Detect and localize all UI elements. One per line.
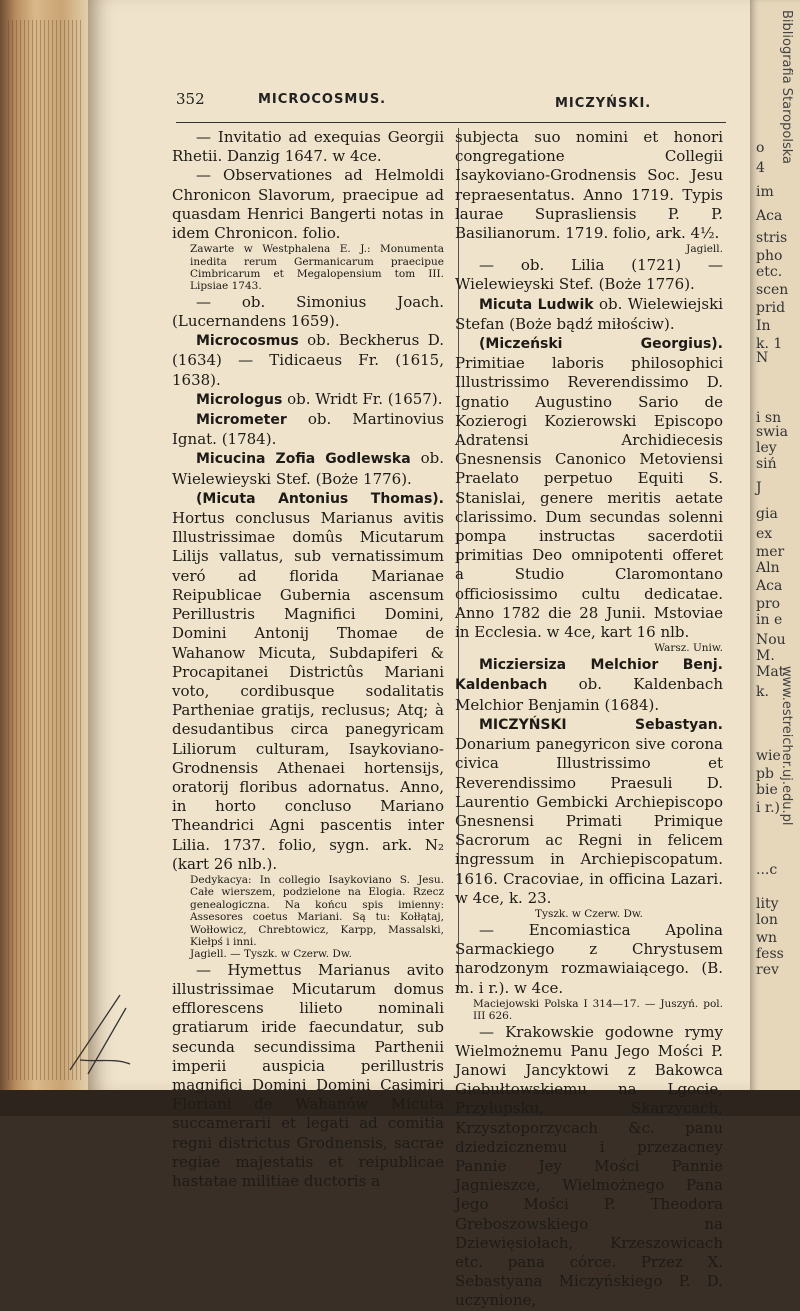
entry-heading: Micziersiza Melchior Benj. Kaldenbach bbox=[455, 657, 723, 694]
next-page-fragment: pho bbox=[756, 248, 783, 264]
header-rule bbox=[176, 122, 726, 123]
bibliographic-note bbox=[190, 874, 444, 948]
next-page-fragment: J bbox=[756, 480, 762, 496]
watermark-site: Bibliografia Staropolska bbox=[779, 10, 794, 164]
next-page-fragment: etc. bbox=[756, 264, 783, 280]
next-page-fragment: ex bbox=[756, 526, 773, 542]
entry-text: ob. Beckherus D. (1634) — Tidicaeus Fr. (1615, 1638). bbox=[172, 331, 444, 389]
next-page-fragment: Aln bbox=[756, 560, 780, 576]
entry-text: — Observationes ad Helmoldi Chronicon Slavorum, praecipue ad quasdam Henrici Bangerti notas in idem Chronicon. folio. bbox=[172, 166, 444, 243]
entry-text: Hortus conclusus Marianus avitis Illustrissimae domûs Micutarum Lilijs vallatus, sub vernatissimum veró ad florida Marianae Reipublicae Gubernia ascensum Perillustris Magnifici Domini, Domini Antonij Thomae de Wahanow Micuta, Subdapiferi & Procapitanei Districtûs Mariani voto, cordibusque sodalitatis Partheniae gratijs, reclusus; Atq; à desudantibus circa panegyricam Liliorum culturam, Isaykoviano-Grodnensis Athenaei hortensijs, oratorij floribus adornatus. Anno, in horto concluso Mariano Theandrici Agni pascentis inter Lilia. 1737. folio, sygn. ark. N₂ (kart 26 nlb.). bbox=[172, 509, 444, 873]
bibliography-entry bbox=[172, 961, 444, 1191]
entry-heading: (Micuta Antonius Thomas). bbox=[196, 490, 444, 507]
next-page-fragment: o bbox=[756, 140, 765, 156]
bibliography-entry bbox=[455, 715, 723, 908]
book-spine-page-edges bbox=[0, 0, 88, 1116]
bibliography-entry bbox=[455, 334, 723, 642]
bibliographic-note bbox=[190, 243, 444, 293]
entry-text: — Invitatio ad exequias Georgii Rhetii. Danzig 1647. w 4ce. bbox=[172, 128, 444, 166]
entry-text: Dedykacya: In collegio Isaykoviano S. Jesu. Całe wierszem, podzielone na Elogia. Rzecz genealogiczna. Na końcu spis imienny: Assesores coetus Mariani. Są tu: Kołłątaj, Wołłowicz, Chrebtowicz, Karpp, Massalski, Kiełpś i inni. bbox=[190, 873, 444, 948]
bibliography-entry bbox=[455, 1023, 723, 1311]
next-page-fragment: im bbox=[756, 184, 774, 200]
left-column bbox=[172, 128, 444, 1191]
bibliography-entry bbox=[455, 128, 723, 243]
next-page-fragment: M. bbox=[756, 648, 775, 664]
next-page-fragment: lity bbox=[756, 896, 779, 912]
bibliography-entry bbox=[455, 921, 723, 998]
page-number: 352 bbox=[176, 90, 205, 108]
next-page-fragment: k. 1 bbox=[756, 336, 783, 352]
next-page-fragment: rev bbox=[756, 962, 779, 978]
entry-heading: Micrometer bbox=[196, 412, 287, 429]
running-head-left: MICROCOSMUS. bbox=[258, 92, 387, 107]
next-page-fragment: Mat bbox=[756, 664, 785, 680]
bibliography-entry bbox=[455, 295, 723, 334]
right-column bbox=[455, 128, 723, 1311]
bibliography-entry bbox=[172, 293, 444, 331]
next-page-fragment: mer bbox=[756, 544, 785, 560]
entry-text: ob. Wielewieyski Stef. (Boże 1776). bbox=[172, 449, 444, 488]
next-page-fragment: stris bbox=[756, 230, 788, 246]
pen-signature-mark bbox=[60, 990, 140, 1080]
entry-heading: Microcosmus bbox=[196, 333, 299, 350]
next-page-fragment: siń bbox=[756, 456, 777, 472]
next-page-fragment: Aca bbox=[756, 578, 783, 594]
entry-text: Warsz. Uniw. bbox=[654, 642, 723, 655]
next-page-fragment: In bbox=[756, 318, 771, 334]
watermark-url: www.estreicher.uj.edu.pl bbox=[779, 666, 794, 826]
bibliographic-note bbox=[190, 948, 444, 960]
bibliography-entry bbox=[172, 128, 444, 166]
entry-text: — Encomiastica Apolina Sarmackiego z Chrystusem narodzonym rozmawiaiącego. (B. m. i r.). w 4ce. bbox=[455, 920, 723, 997]
entry-text: ob. Martinovius Ignat. (1784). bbox=[172, 410, 444, 449]
entry-text: — ob. Simonius Joach. (Lucernandens 1659). bbox=[172, 292, 444, 331]
library-source bbox=[455, 908, 723, 921]
entry-text: ob. Wridt Fr. (1657). bbox=[282, 389, 443, 408]
entry-text: Jagiell. — Tyszk. w Czerw. Dw. bbox=[190, 948, 352, 961]
entry-text: subjecta suo nomini et honori congregatione Collegii Isaykoviano-Grodnensis Soc. Jesu repraesentatus. Anno 1719. Typis laurae Suprasliensis P. P. Basilianorum. 1719. folio, ark. 4½. bbox=[455, 128, 723, 243]
entry-text: Tyszk. w Czerw. Dw. bbox=[535, 907, 643, 920]
next-page-fragment: pro bbox=[756, 596, 781, 612]
running-head-right: MICZYŃSKI. bbox=[555, 96, 652, 111]
next-page-fragment: Nou bbox=[756, 632, 786, 648]
entry-text: Jagiell. bbox=[686, 243, 723, 256]
next-page-fragment: N bbox=[756, 350, 769, 366]
entry-text: Primitiae laboris philosophici Illustrissimo Reverendissimo D. Ignatio Augustino Sario de Kozierogi Kozierowski Episcopo Adratensi Archidiecesis Gnesnensis Canonico Metoviensi Praelato perpetuo Equiti S. Stanislai, genere meritis aetate clarissimo. Dum secundas solenni pompa instructas sacerdotii primitias Deo omnipotenti offeret a Studio Claromontano officiosissimo cultu dedicatae. Anno 1782 die 28 Junii. Mstoviae in Ecclesia. w 4ce, kart 16 nlb. bbox=[455, 354, 723, 642]
next-page-fragment: bie bbox=[756, 782, 778, 798]
entry-text: — ob. Lilia (1721) — Wielewieyski Stef. (Boże 1776). bbox=[455, 256, 723, 294]
next-page-fragment: swia bbox=[756, 424, 788, 440]
entry-heading: Micuta Ludwik bbox=[479, 296, 594, 313]
entry-heading: MICZYŃSKI Sebastyan. bbox=[479, 716, 723, 733]
entry-text: ob. Wielewiejski Stefan (Boże bądź miłościw). bbox=[455, 294, 723, 333]
bibliography-entry bbox=[172, 390, 444, 410]
entry-text: — Krakowskie godowne rymy Wielmożnemu Panu Jego Mości P. Janowi Jancyktowi z Bakowca Giebułtowskiemu na Lgocie, Przyłupsku, Skarzycach, Krzysztoporzycach &c. panu dziedzicznemu i przezacney Pannie Jey Mości Pannie Jagnieszce, Wielmożnego Pana Jego Mości P. Theodora Greboszowskiego na Dziewięsiołach, Krzeszowicach etc. pana córce. Przez X. Sebastyana Miczyńskiego P. D. uczynione, bbox=[455, 1022, 723, 1310]
next-page-fragment: scen bbox=[756, 282, 789, 298]
next-page-fragment: pb bbox=[756, 766, 774, 782]
next-page-fragment: prid bbox=[756, 300, 786, 316]
next-page-fragment: i r.) bbox=[756, 800, 780, 816]
next-page-fragment: ley bbox=[756, 440, 777, 456]
next-page-fragment: k. bbox=[756, 684, 769, 700]
page-edge-lines bbox=[8, 20, 84, 1080]
next-page-fragment: i sn bbox=[756, 410, 782, 426]
next-page-fragment: 4 bbox=[756, 160, 765, 176]
entry-text: Zawarte w Westphalena E. J.: Monumenta inedita rerum Germanicarum praecipue Cimbricarum et Megalopensium tom III. Lipsiae 1743. bbox=[190, 243, 444, 293]
next-page-fragment: in e bbox=[756, 612, 783, 628]
next-page-fragment: wie bbox=[756, 748, 781, 764]
next-page-fragment: gia bbox=[756, 506, 778, 522]
next-page-fragment: wn bbox=[756, 930, 777, 946]
entry-text: ob. Kaldenbach Melchior Benjamin (1684). bbox=[455, 675, 723, 714]
entry-heading: Micucina Zofia Godlewska bbox=[196, 451, 411, 468]
watermark bbox=[776, 6, 798, 1086]
entry-text: — Hymettus Marianus avito illustrissimae Micutarum domus efflorescens lilieto nominali gratiarum iride faecundatur, sub secunda secundissima Parthenii imperii auspicia perillustris magnifici Domini Domini Casimiri Floriani de Wahanów Micuta succamerarii et legati ad comitia regni districtus Grodnensis, sacrae regiae majestatis et reipublicae hastatae militiae ductoris a bbox=[172, 960, 444, 1191]
bibliography-entry bbox=[172, 410, 444, 449]
bibliography-entry bbox=[172, 489, 444, 874]
entry-text: Donarium panegyricon sive corona civica Illustrissimo et Reverendissimo Praesuli D. Laurentio Gembicki Archiepiscopo Gnesnensi Primati Primique Sacrorum ac Regni in felicem ingressum in Archiepiscopatum. 1616. Cracoviae, in officina Lazari. w 4ce, k. 23. bbox=[455, 735, 723, 907]
bibliography-entry bbox=[455, 655, 723, 715]
next-page-fragment: ...c bbox=[756, 862, 778, 878]
bibliography-entry bbox=[455, 256, 723, 294]
entry-heading: Micrologus bbox=[196, 391, 283, 408]
bibliographic-note bbox=[473, 998, 723, 1023]
library-source bbox=[455, 243, 723, 256]
library-source bbox=[455, 642, 723, 655]
bibliography-entry bbox=[172, 166, 444, 243]
bibliography-entry bbox=[172, 331, 444, 390]
bibliography-entry bbox=[172, 449, 444, 488]
entry-heading: (Miczeński Georgius). bbox=[479, 336, 723, 353]
next-page-fragment: fess bbox=[756, 946, 784, 962]
entry-text: Maciejowski Polska I 314—17. — Juszyń. pol. III 626. bbox=[473, 997, 723, 1023]
next-page-fragment: lon bbox=[756, 912, 778, 928]
next-page-fragment: Aca bbox=[756, 208, 783, 224]
